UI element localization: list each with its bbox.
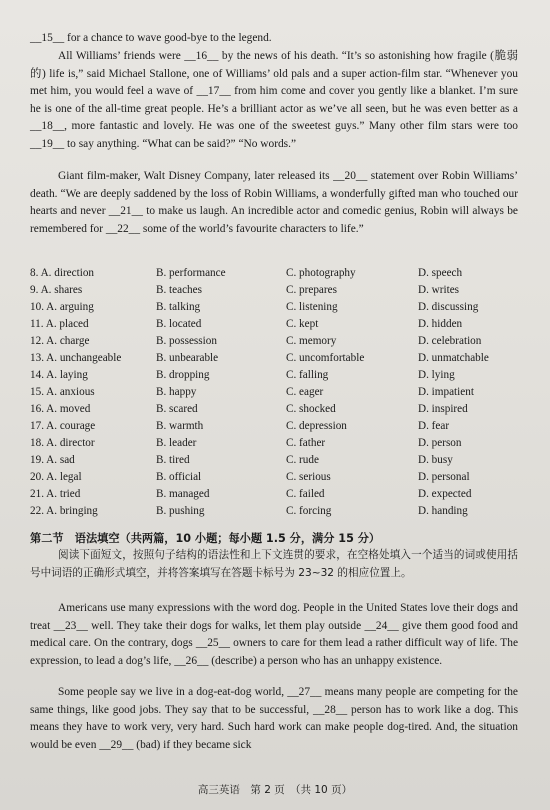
option-d: D. unmatchable — [418, 352, 489, 364]
option-a: 16. A. moved — [30, 403, 91, 415]
option-d: D. personal — [418, 471, 470, 483]
section-heading: 第二节 语法填空（共两篇，10 小题；每小题 1.5 分，满分 15 分） — [30, 532, 381, 545]
option-b: B. teaches — [156, 284, 202, 296]
option-c: C. listening — [286, 301, 338, 313]
option-a: 18. A. director — [30, 437, 95, 449]
option-d: D. handing — [418, 505, 468, 517]
option-a: 17. A. courage — [30, 420, 96, 432]
option-b: B. performance — [156, 267, 226, 279]
option-b: B. talking — [156, 301, 201, 313]
option-c: C. uncomfortable — [286, 352, 365, 364]
option-c: C. memory — [286, 335, 337, 347]
option-d: D. speech — [418, 267, 463, 279]
option-b: B. warmth — [156, 420, 204, 432]
option-d: D. discussing — [418, 301, 479, 313]
option-b: B. dropping — [156, 369, 210, 381]
option-a: 22. A. bringing — [30, 505, 98, 517]
option-d: D. impatient — [418, 386, 474, 398]
option-c: C. kept — [286, 318, 319, 330]
option-d: D. inspired — [418, 403, 468, 415]
option-c: C. father — [286, 437, 326, 449]
section-instruction: 阅读下面短文，按照句子结构的语法性和上下文连贯的要求，在空格处填入一个适当的词或使用括号中词语的正确形式填空，并将答案填写在答题卡标号为 23~32 的相应位置上。 — [30, 549, 518, 579]
option-a: 12. A. charge — [30, 335, 90, 347]
option-d: D. celebration — [418, 335, 482, 347]
option-b: B. pushing — [156, 505, 205, 517]
grammar-paragraph-2: Some people say we live in a dog-eat-dog world, __27__ means many people are competing for the same things, like good jobs. They say that to be successful, __28__ person has to work like a dog. This means they have to work very, very hard. Such hard work can make people dog-tired. And, the situation would be even __29__ (bad) if they became sick — [30, 686, 518, 751]
passage-paragraph-friends: All Williams’ friends were __16__ by the news of his death. “It’s so astonishing how fragile (脆弱的) life is,” said Michael Stallone, one of Williams’ old pals and a super action-film star. “Whenever you met him, you would feel a wave of __17__ from him come and cover you gently like a blanket. I’m sure he is one of the all-time great people. He’s a brilliant actor as we’ve all seen, but he was even better as a __18__, more fantastic and lovely. He was one of the sweetest guys.” Many other film stars were too __19__ to say anything. “What can be said?” “No words.” — [30, 50, 518, 150]
option-b: B. official — [156, 471, 202, 483]
option-a: 8. A. direction — [30, 267, 95, 279]
option-b: B. unbearable — [156, 352, 219, 364]
option-b: B. possession — [156, 335, 217, 347]
option-b: B. tired — [156, 454, 190, 466]
option-c: C. depression — [286, 420, 347, 432]
option-d: D. writes — [418, 284, 460, 296]
option-c: C. forcing — [286, 505, 332, 517]
option-d: D. busy — [418, 454, 453, 466]
option-d: D. person — [418, 437, 462, 449]
passage-paragraph-disney: Giant film-maker, Walt Disney Company, later released its __20__ statement over Robin Williams’ death. “We are deeply saddened by the loss of Robin Williams, a wonderfully gifted man who touched our hearts and never __21__ to make us laugh. An incredible actor and comedic genius, Robin will always be remembered for __22__ some of the world’s favourite characters to life.” — [30, 170, 518, 235]
option-c: C. prepares — [286, 284, 337, 296]
option-b: B. managed — [156, 488, 210, 500]
option-a: 11. A. placed — [30, 318, 89, 330]
option-a: 19. A. sad — [30, 454, 75, 466]
option-a: 21. A. tried — [30, 488, 81, 500]
option-c: C. rude — [286, 454, 319, 466]
passage-line-15: __15__ for a chance to wave good-bye to the legend. — [30, 32, 272, 44]
option-d: D. expected — [418, 488, 472, 500]
option-a: 13. A. unchangeable — [30, 352, 122, 364]
option-b: B. leader — [156, 437, 197, 449]
option-c: C. eager — [286, 386, 324, 398]
grammar-paragraph-1: Americans use many expressions with the word dog. People in the United States love their dogs and treat __23__ well. They take their dogs for walks, let them play outside __24__ give them good food and medical care. On the contrary, dogs __25__ owners to care for them lead a rather difficult way of life. The expression, to lead a dog’s life, __26__ (describe) a person who has an unhappy existence. — [30, 602, 518, 667]
option-a: 9. A. shares — [30, 284, 83, 296]
option-a: 20. A. legal — [30, 471, 82, 483]
option-c: C. failed — [286, 488, 325, 500]
option-b: B. scared — [156, 403, 198, 415]
option-d: D. hidden — [418, 318, 463, 330]
option-d: D. fear — [418, 420, 450, 432]
option-d: D. lying — [418, 369, 455, 381]
option-b: B. happy — [156, 386, 197, 398]
option-c: C. shocked — [286, 403, 336, 415]
option-a: 14. A. laying — [30, 369, 88, 381]
option-c: C. serious — [286, 471, 331, 483]
page-footer: 高三英语 第 2 页 （共 10 页） — [197, 784, 353, 796]
option-c: C. photography — [286, 267, 356, 279]
option-a: 15. A. anxious — [30, 386, 95, 398]
option-c: C. falling — [286, 369, 329, 381]
option-b: B. located — [156, 318, 202, 330]
option-a: 10. A. arguing — [30, 301, 94, 313]
